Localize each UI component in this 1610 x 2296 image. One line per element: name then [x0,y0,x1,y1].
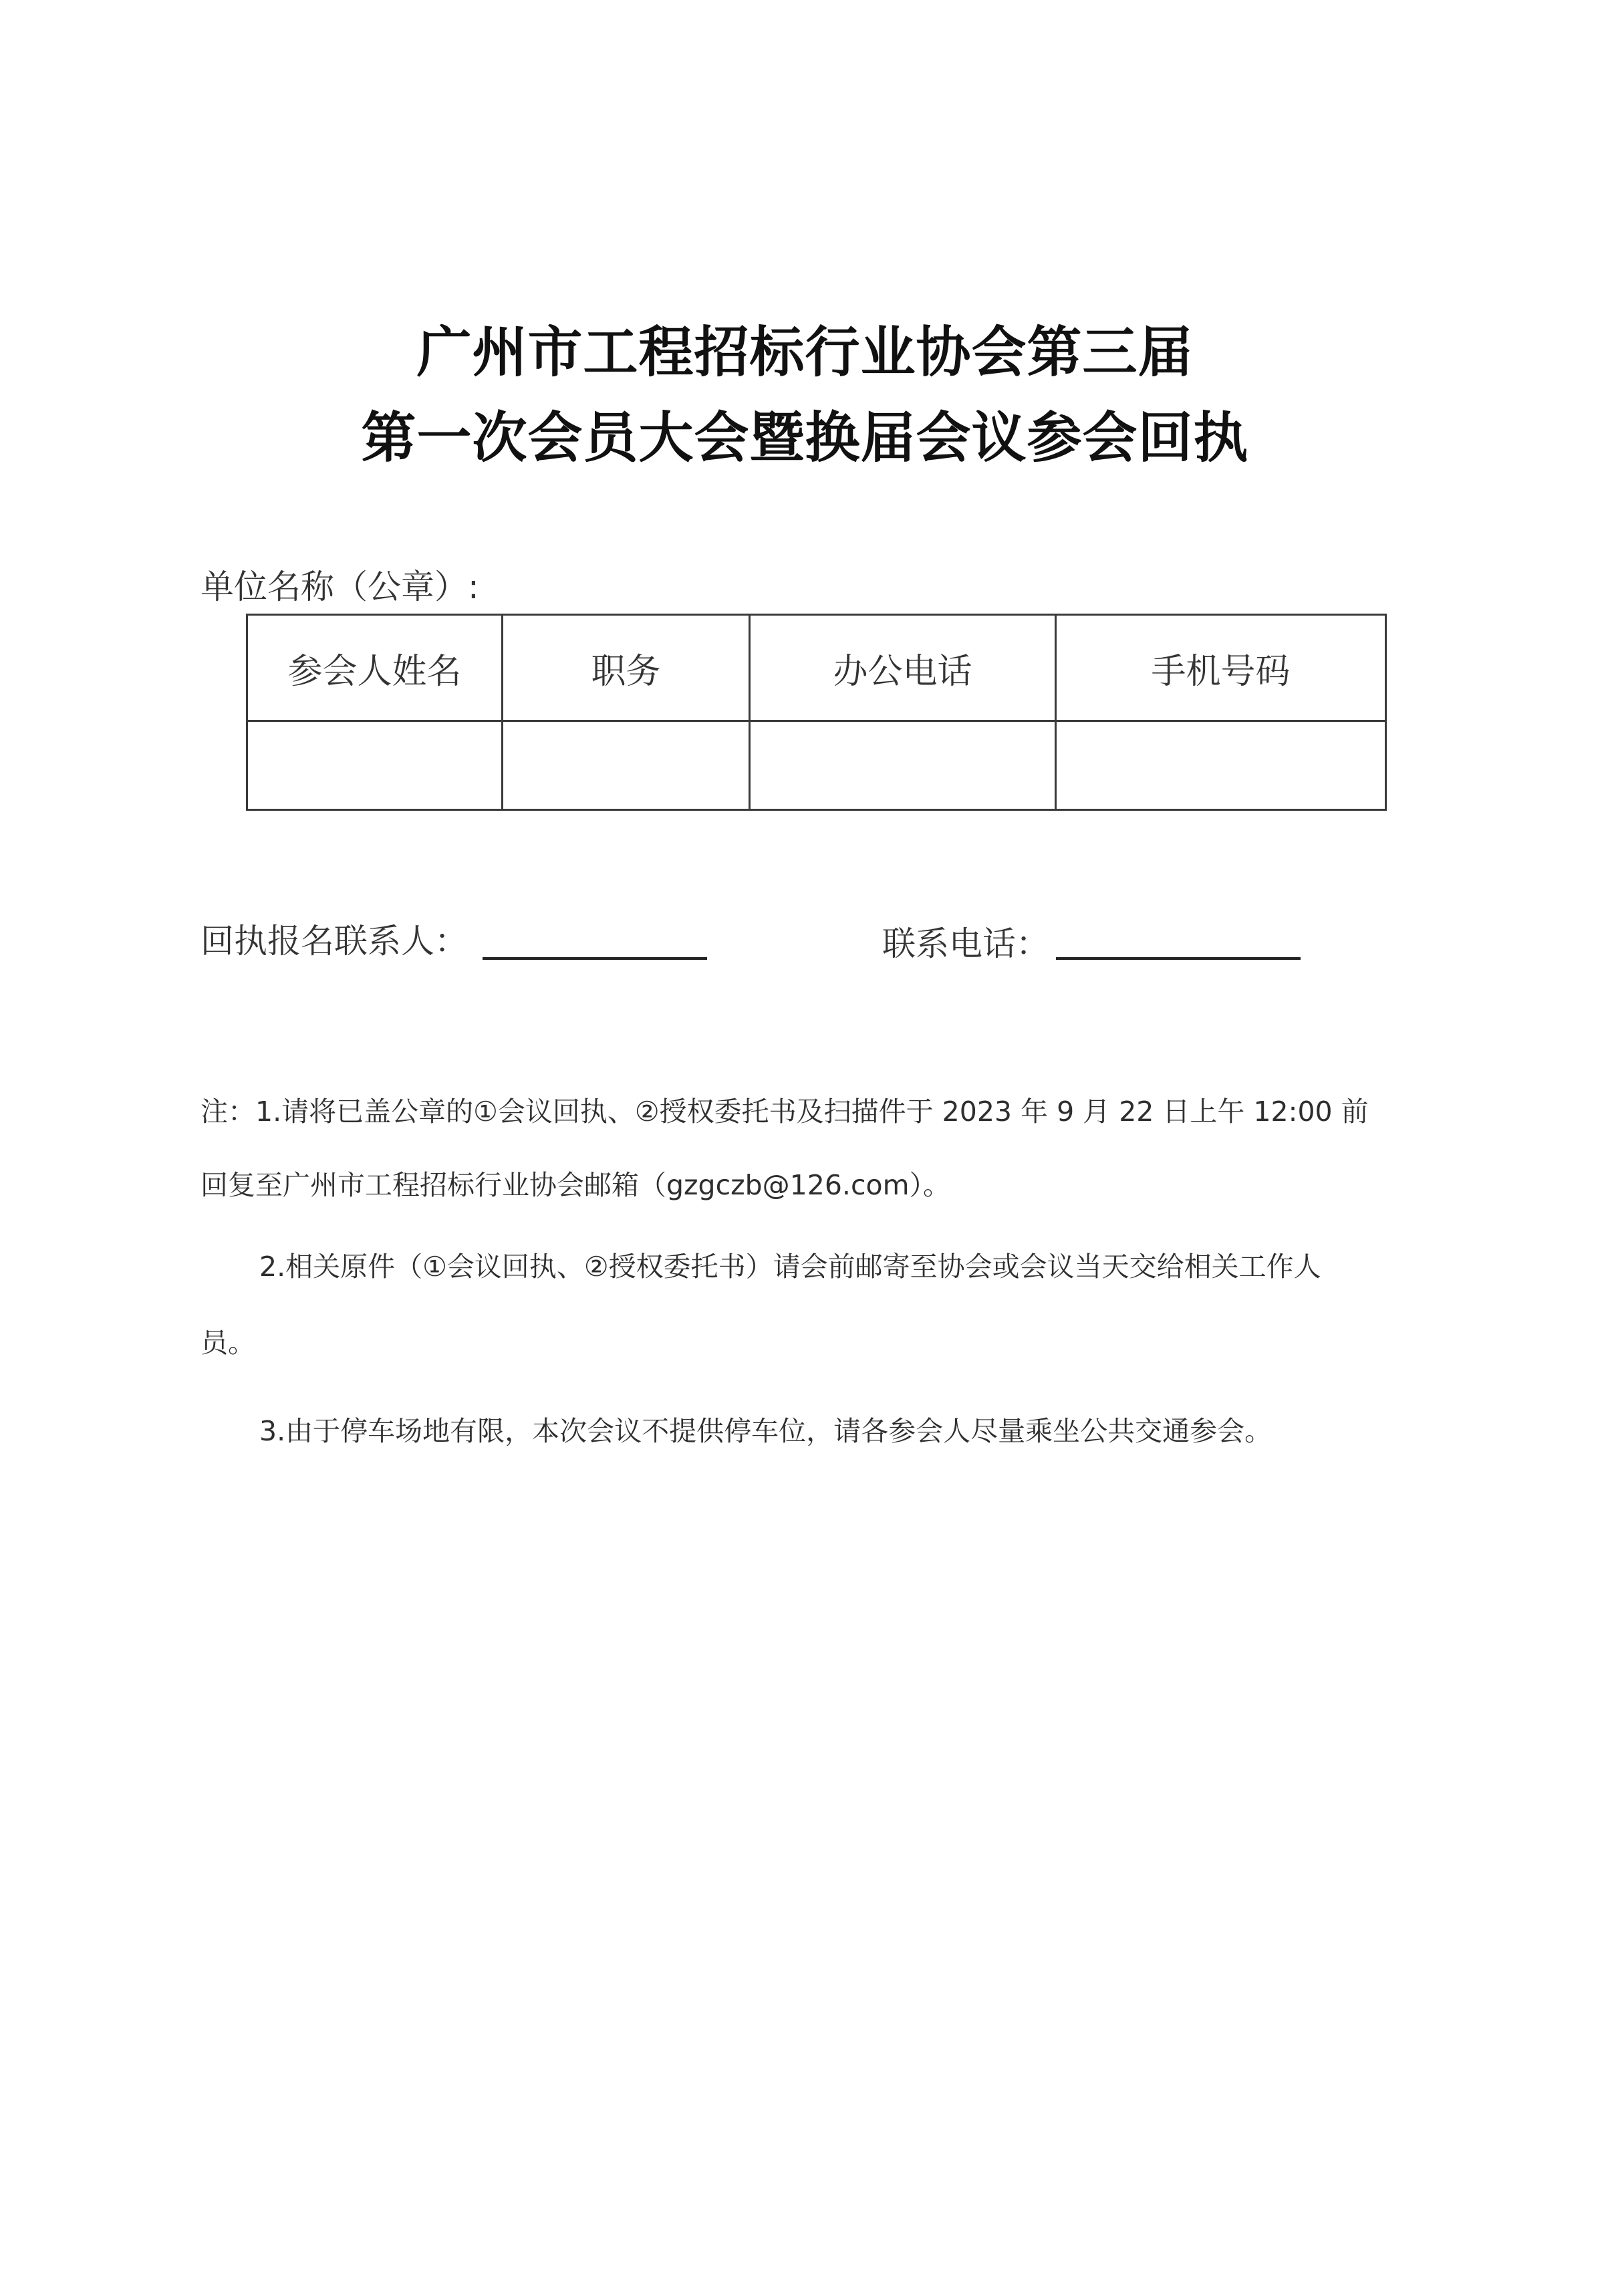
cell-mobile-number[interactable] [1056,721,1386,810]
contact-person-label: 回执报名联系人： [200,922,468,961]
header-attendee-name: 参会人姓名 [247,615,503,721]
table-row [247,721,1386,810]
attendee-table [246,614,1387,811]
cell-attendee-name[interactable] [247,721,503,810]
cell-office-phone[interactable] [750,721,1056,810]
unit-name-label: 单位名称（公章）: [200,567,479,606]
contact-person-blank[interactable] [483,957,707,960]
note-1-line-1: 注：1.请将已盖公章的①会议回执、②授权委托书及扫描件于 2023 年 9 月 22 日上午 12:00 前 [200,1096,1369,1128]
header-mobile-number: 手机号码 [1056,615,1386,721]
document-title-line-2: 第一次会员大会暨换届会议参会回执 [361,406,1249,470]
cell-position[interactable] [503,721,750,810]
note-2-line-2: 员。 [200,1327,255,1359]
header-office-phone: 办公电话 [750,615,1056,721]
header-position: 职务 [503,615,750,721]
note-2-line-1: 2.相关原件（①会议回执、②授权委托书）请会前邮寄至协会或会议当天交给相关工作人 [259,1251,1321,1283]
note-3: 3.由于停车场地有限，本次会议不提供停车位，请各参会人尽量乘坐公共交通参会。 [259,1415,1272,1447]
note-1-line-2: 回复至广州市工程招标行业协会邮箱（gzgczb@126.com）。 [200,1169,951,1201]
contact-phone-blank[interactable] [1056,957,1301,960]
table-header-row [247,615,1386,721]
document-title-line-1: 广州市工程招标行业协会第三届 [416,320,1194,384]
contact-phone-label: 联系电话： [882,924,1049,963]
